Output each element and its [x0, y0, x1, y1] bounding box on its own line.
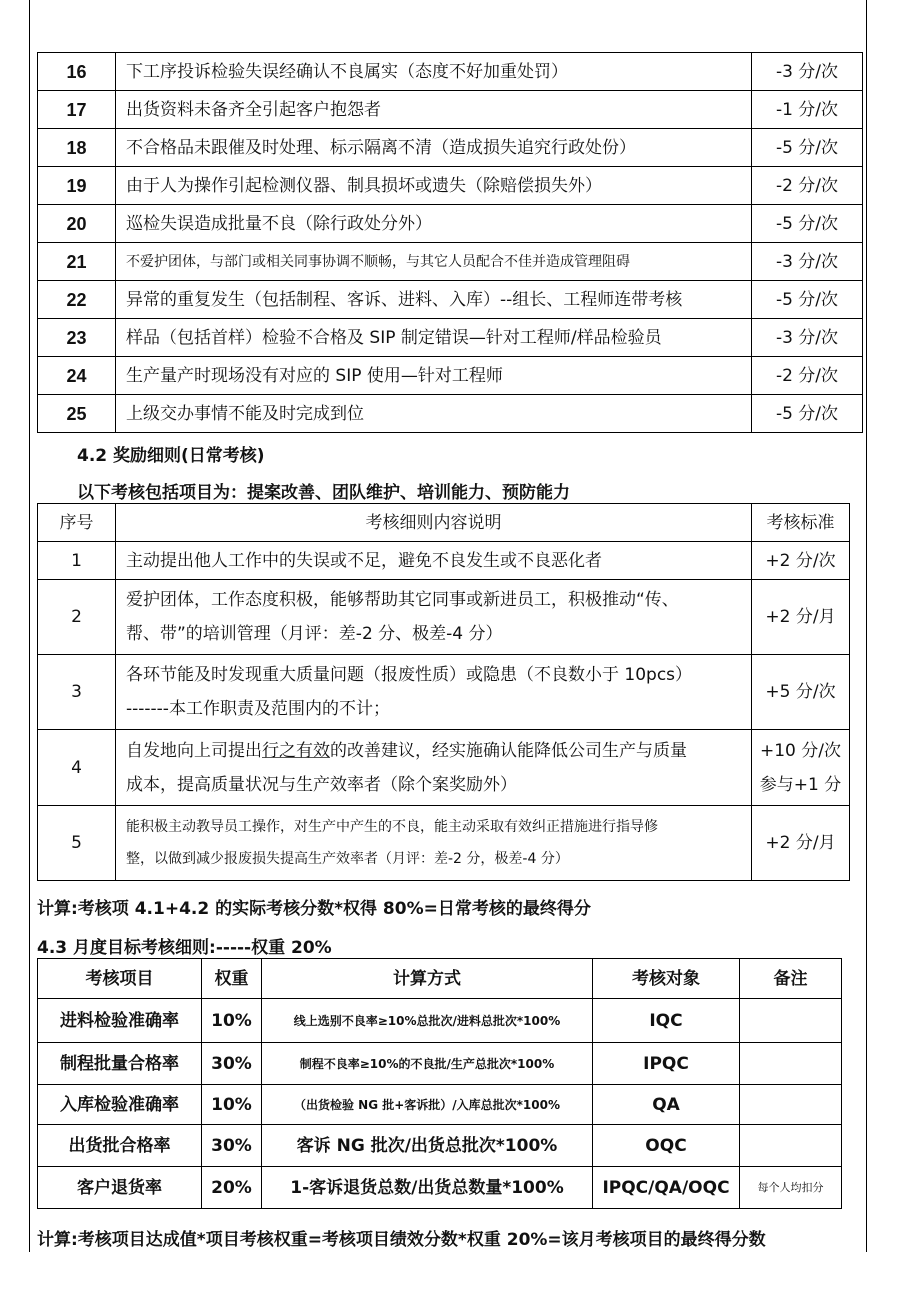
row-score: -3 分/次 [752, 319, 863, 357]
cell-note: 每个人均扣分 [740, 1167, 842, 1209]
table-row [38, 243, 863, 281]
table-row [38, 53, 863, 91]
table-row [38, 1085, 842, 1125]
table-row [38, 205, 863, 243]
row-number: 21 [38, 243, 116, 281]
row-number: 25 [38, 395, 116, 433]
row-number: 24 [38, 357, 116, 395]
cell-item: 出货批合格率 [38, 1125, 202, 1167]
row-line: 爱护团体，工作态度积极，能够帮助其它同事或新进员工，积极推动“传、 [126, 590, 679, 610]
row-line [126, 734, 741, 768]
table-row [38, 999, 842, 1043]
row-description: 不爱护团体，与部门或相关同事协调不顺畅，与其它人员配合不佳并造成管理阻碍 [116, 243, 752, 281]
row-number: 22 [38, 281, 116, 319]
table-row [38, 319, 863, 357]
row-score: -5 分/次 [752, 205, 863, 243]
cell-item: 制程批量合格率 [38, 1043, 202, 1085]
row-line: 能积极主动教导员工操作，对生产中产生的不良，能主动采取有效纠正措施进行指导修 [126, 819, 658, 835]
row-description: 上级交办事情不能及时完成到位 [116, 395, 752, 433]
row-line-underlined: 行之有效 [262, 740, 330, 761]
cell-weight: 20% [202, 1167, 262, 1209]
table-row [38, 655, 850, 730]
page-frame-right-border [866, 0, 867, 1252]
row-line-part: 自发地向上司提出 [126, 740, 262, 761]
cell-method: （出货检验 NG 批+客诉批）/入库总批次*100% [262, 1085, 593, 1125]
section-4-2-title: 4.2 奖励细则(日常考核) [77, 446, 265, 466]
cell-target: IPQC/QA/OQC [593, 1167, 740, 1209]
row-line: -------本工作职责及范围内的不计； [126, 699, 390, 719]
table-row [38, 357, 863, 395]
row-description: 异常的重复发生（包括制程、客诉、进料、入库）--组长、工程师连带考核 [116, 281, 752, 319]
row-number: 2 [38, 580, 116, 655]
row-description: 样品（包括首样）检验不合格及 SIP 制定错误—针对工程师/样品检验员 [116, 319, 752, 357]
row-description [116, 655, 752, 730]
row-line: 帮、带”的培训管理（月评：差-2 分、极差-4 分） [126, 624, 503, 644]
table-row [38, 730, 850, 806]
row-number: 23 [38, 319, 116, 357]
row-score: -5 分/次 [752, 395, 863, 433]
cell-note [740, 1085, 842, 1125]
row-description: 巡检失误造成批量不良（除行政处分外） [116, 205, 752, 243]
cell-item: 客户退货率 [38, 1167, 202, 1209]
row-score: +2 分/月 [752, 580, 850, 655]
row-score-line: 参与+1 分 [759, 774, 842, 795]
cell-method: 线上选别不良率≥10%总批次/进料总批次*100% [262, 999, 593, 1043]
row-description: 生产量产时现场没有对应的 SIP 使用—针对工程师 [116, 357, 752, 395]
row-description: 不合格品未跟催及时处理、标示隔离不清（造成损失追究行政处份） [116, 129, 752, 167]
row-score: +2 分/次 [752, 542, 850, 580]
cell-note [740, 999, 842, 1043]
row-number: 17 [38, 91, 116, 129]
cell-target: IPQC [593, 1043, 740, 1085]
cell-item: 进料检验准确率 [38, 999, 202, 1043]
cell-target: QA [593, 1085, 740, 1125]
header-method: 计算方式 [262, 959, 593, 999]
cell-weight: 30% [202, 1125, 262, 1167]
row-description: 出货资料未备齐全引起客户抱怨者 [116, 91, 752, 129]
header-standard: 考核标准 [752, 504, 850, 542]
row-number: 4 [38, 730, 116, 806]
cell-weight: 10% [202, 1085, 262, 1125]
row-description [116, 542, 752, 580]
row-number: 3 [38, 655, 116, 730]
row-number: 5 [38, 806, 116, 881]
calc-daily-formula: 计算:考核项 4.1+4.2 的实际考核分数*权得 80%=日常考核的最终得分 [37, 899, 591, 919]
row-number: 16 [38, 53, 116, 91]
row-score-line: +10 分/次 [759, 740, 841, 761]
row-score: +2 分/月 [752, 806, 850, 881]
cell-method: 客诉 NG 批次/出货总批次*100% [262, 1125, 593, 1167]
header-no: 序号 [38, 504, 116, 542]
row-description [116, 806, 752, 881]
row-score: -3 分/次 [752, 53, 863, 91]
row-line: 成本，提高质量状况与生产效率者（除个案奖励外） [126, 774, 517, 795]
table-row [38, 395, 863, 433]
row-number: 18 [38, 129, 116, 167]
header-item: 考核项目 [38, 959, 202, 999]
table-row [38, 1125, 842, 1167]
header-content: 考核细则内容说明 [116, 504, 752, 542]
table-row [38, 91, 863, 129]
row-line: 主动提出他人工作中的失误或不足，避免不良发生或不良恶化者 [126, 550, 602, 571]
table-header-row [38, 959, 842, 999]
row-score: +5 分/次 [752, 655, 850, 730]
header-target: 考核对象 [593, 959, 740, 999]
table-row [38, 1043, 842, 1085]
table-row [38, 542, 850, 580]
cell-item: 入库检验准确率 [38, 1085, 202, 1125]
table-row [38, 167, 863, 205]
calc-monthly-formula: 计算:考核项目达成值*项目考核权重=考核项目绩效分数*权重 20%=该月考核项目的最终得分数 [37, 1230, 766, 1250]
cell-target: OQC [593, 1125, 740, 1167]
cell-target: IQC [593, 999, 740, 1043]
row-number: 1 [38, 542, 116, 580]
section-4-3-title: 4.3 月度目标考核细则:-----权重 20% [37, 938, 332, 958]
row-score [752, 730, 850, 806]
row-score: -5 分/次 [752, 129, 863, 167]
row-score: -2 分/次 [752, 167, 863, 205]
row-description: 由于人为操作引起检测仪器、制具损坏或遗失（除赔偿损失外） [116, 167, 752, 205]
row-score: -3 分/次 [752, 243, 863, 281]
penalty-table [37, 52, 863, 433]
row-score: -2 分/次 [752, 357, 863, 395]
monthly-target-table [37, 958, 842, 1209]
row-description [116, 730, 752, 806]
page-frame-left-border [29, 0, 30, 1252]
table-row [38, 580, 850, 655]
table-row [38, 806, 850, 881]
cell-weight: 10% [202, 999, 262, 1043]
table-row [38, 129, 863, 167]
row-line: 各环节能及时发现重大质量问题（报废性质）或隐患（不良数小于 10pcs） [126, 665, 693, 685]
row-description: 下工序投诉检验失误经确认不良属实（态度不好加重处罚） [116, 53, 752, 91]
section-4-2-subtitle: 以下考核包括项目为：提案改善、团队维护、培训能力、预防能力 [77, 483, 570, 503]
cell-note [740, 1125, 842, 1167]
cell-method: 1-客诉退货总数/出货总数量*100% [262, 1167, 593, 1209]
row-number: 20 [38, 205, 116, 243]
table-row [38, 281, 863, 319]
table-row [38, 1167, 842, 1209]
row-line-part: 的改善建议，经实施确认能降低公司生产与质量 [330, 740, 687, 761]
header-weight: 权重 [202, 959, 262, 999]
reward-table [37, 503, 850, 881]
cell-note [740, 1043, 842, 1085]
table-header-row [38, 504, 850, 542]
cell-weight: 30% [202, 1043, 262, 1085]
header-note: 备注 [740, 959, 842, 999]
row-line: 整，以做到减少报废损失提高生产效率者（月评：差-2 分，极差-4 分） [126, 851, 569, 867]
row-description [116, 580, 752, 655]
row-number: 19 [38, 167, 116, 205]
cell-method: 制程不良率≥10%的不良批/生产总批次*100% [262, 1043, 593, 1085]
row-score: -1 分/次 [752, 91, 863, 129]
row-score: -5 分/次 [752, 281, 863, 319]
